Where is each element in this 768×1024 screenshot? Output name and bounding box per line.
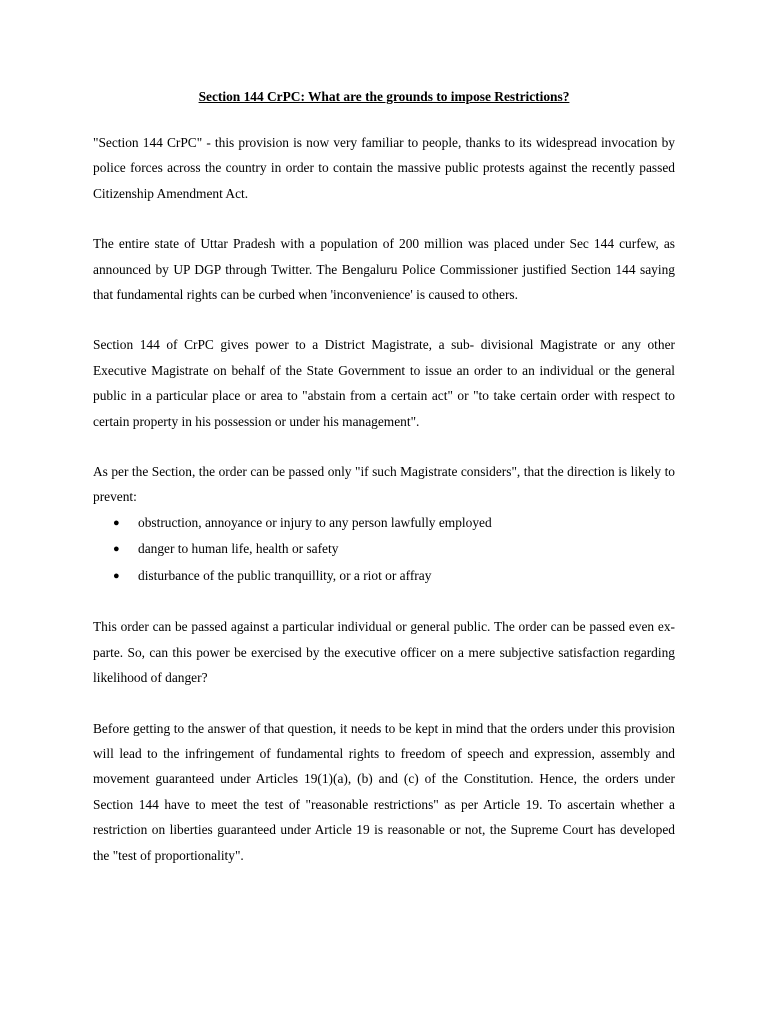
- paragraph-intro: "Section 144 CrPC" - this provision is now very familiar to people, thanks to its widespread invocation by police forces across the country in order to contain the massive public protests against the recently passed Citizenship Amendment Act.: [93, 135, 675, 201]
- paragraph-section-power: Section 144 of CrPC gives power to a District Magistrate, a sub- divisional Magistrate or any other Executive Magistrate on behalf of the State Government to issue an order to an individual or the general public in a particular place or area to "abstain from a certain act" or "to take certain order with respect to certain property in his possession or under his management".: [93, 337, 675, 429]
- bullet-icon: ●: [113, 569, 120, 582]
- list-item: [93, 563, 675, 590]
- paragraph-grounds: As per the Section, the order can be passed only "if such Magistrate considers", that the direction is likely to prevent:: [93, 464, 675, 505]
- document-page: [93, 86, 675, 893]
- list-item-text: disturbance of the public tranquillity, or a riot or affray: [138, 567, 432, 583]
- bullet-icon: ●: [113, 543, 120, 556]
- bullet-icon: ●: [113, 516, 120, 529]
- paragraph-proportionality: Before getting to the answer of that question, it needs to be kept in mind that the orders under this provision will lead to the infringement of fundamental rights to freedom of speech and expression, assembly and movement guaranteed under Articles 19(1)(a), (b) and (c) of the Constitution. Hence, the orders under Section 144 have to meet the test of "reasonable restrictions" as per Article 19. To ascertain whether a restriction on liberties guaranteed under Article 19 is reasonable or not, the Supreme Court has developed the "test of proportionality".: [93, 720, 675, 863]
- list-item: [93, 510, 675, 537]
- list-item-text: danger to human life, health or safety: [138, 541, 339, 557]
- list-item-text: obstruction, annoyance or injury to any person lawfully employed: [138, 514, 492, 530]
- paragraph-uttar-pradesh: The entire state of Uttar Pradesh with a population of 200 million was placed under Sec 144 curfew, as announced by UP DGP through Twitter. The Bengaluru Police Commissioner justified Section 144 saying that fundamental rights can be curbed when 'inconvenience' is caused to others.: [93, 236, 675, 303]
- paragraph-ex-parte: This order can be passed against a particular individual or general public. The order can be passed even ex-parte. So, can this power be exercised by the executive officer on a mere subjective satisfaction regarding likelihood of danger?: [93, 619, 675, 686]
- document-title: Section 144 CrPC: What are the grounds to impose Restrictions?: [198, 89, 570, 104]
- grounds-list: [93, 510, 675, 590]
- list-item: [93, 536, 675, 563]
